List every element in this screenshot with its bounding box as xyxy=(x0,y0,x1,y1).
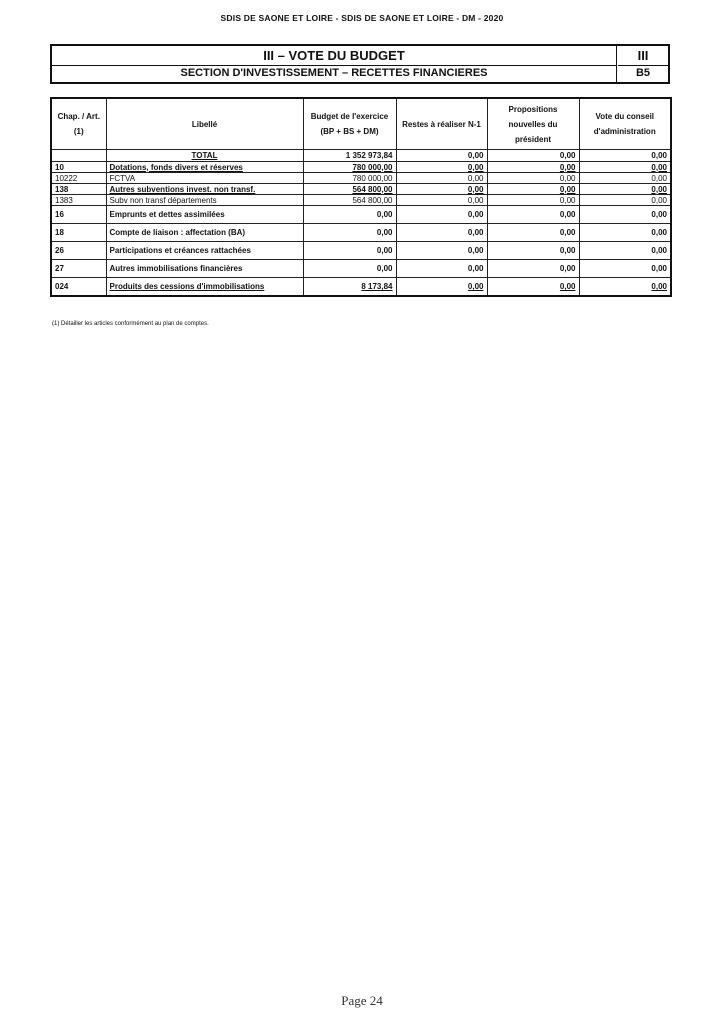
table-row xyxy=(51,184,671,195)
sheet-code: B5 xyxy=(635,67,651,79)
section-subtitle: SECTION D'INVESTISSEMENT – RECETTES FINANCIERES xyxy=(52,65,617,82)
cell-libelle: Emprunts et dettes assimilées xyxy=(106,206,303,224)
table-row-total xyxy=(51,150,671,162)
table-row xyxy=(51,173,671,184)
cell-vote: 0,00 xyxy=(579,184,671,195)
cell-libelle: Subv non transf départements xyxy=(106,195,303,206)
cell-propositions: 0,00 xyxy=(487,278,579,297)
col-header-libelle: Libellé xyxy=(106,98,303,150)
cell-budget: 1 352 973,84 xyxy=(303,150,396,162)
table-row xyxy=(51,206,671,224)
cell-restes: 0,00 xyxy=(396,260,487,278)
cell-propositions: 0,00 xyxy=(487,184,579,195)
cell-propositions: 0,00 xyxy=(487,162,579,173)
title-block xyxy=(50,44,670,84)
cell-budget: 564 800,00 xyxy=(303,184,396,195)
cell-budget: 8 173,84 xyxy=(303,278,396,297)
cell-libelle: Participations et créances rattachées xyxy=(106,242,303,260)
cell-libelle: Compte de liaison : affectation (BA) xyxy=(106,224,303,242)
cell-budget: 0,00 xyxy=(303,260,396,278)
cell-propositions: 0,00 xyxy=(487,242,579,260)
table-row xyxy=(51,162,671,173)
cell-chap: 138 xyxy=(51,184,106,195)
cell-restes: 0,00 xyxy=(396,195,487,206)
cell-restes: 0,00 xyxy=(396,184,487,195)
table-row xyxy=(51,242,671,260)
table-row xyxy=(51,278,671,297)
col-header-chap: Chap. / Art. (1) xyxy=(51,98,106,150)
cell-vote: 0,00 xyxy=(579,150,671,162)
page-title: III – VOTE DU BUDGET xyxy=(52,46,617,66)
col-header-propositions: Propositions nouvelles du président xyxy=(487,98,579,150)
cell-libelle: Autres immobilisations financières xyxy=(106,260,303,278)
cell-chap: 1383 xyxy=(51,195,106,206)
table-row xyxy=(51,224,671,242)
table-header-row xyxy=(51,98,671,150)
cell-chap: 16 xyxy=(51,206,106,224)
cell-chap: 18 xyxy=(51,224,106,242)
cell-chap: 024 xyxy=(51,278,106,297)
cell-restes: 0,00 xyxy=(396,173,487,184)
page-number: Page 24 xyxy=(341,993,383,1008)
col-header-restes: Restes à réaliser N-1 xyxy=(396,98,487,150)
cell-propositions: 0,00 xyxy=(487,150,579,162)
cell-chap xyxy=(51,150,106,162)
cell-restes: 0,00 xyxy=(396,150,487,162)
cell-restes: 0,00 xyxy=(396,206,487,224)
cell-libelle: Produits des cessions d'immobilisations xyxy=(106,278,303,297)
col-header-budget: Budget de l'exercice (BP + BS + DM) xyxy=(303,98,396,150)
cell-restes: 0,00 xyxy=(396,242,487,260)
cell-budget: 564 800,00 xyxy=(303,195,396,206)
cell-chap: 10 xyxy=(51,162,106,173)
col-header-vote: Vote du conseil d'administration xyxy=(579,98,671,150)
cell-libelle: FCTVA xyxy=(106,173,303,184)
cell-vote: 0,00 xyxy=(579,260,671,278)
cell-chap: 27 xyxy=(51,260,106,278)
cell-restes: 0,00 xyxy=(396,162,487,173)
cell-propositions: 0,00 xyxy=(487,173,579,184)
table-row xyxy=(51,260,671,278)
table-row xyxy=(51,195,671,206)
cell-budget: 780 000,00 xyxy=(303,173,396,184)
cell-restes: 0,00 xyxy=(396,278,487,297)
cell-libelle: Autres subventions invest. non transf. xyxy=(106,184,303,195)
cell-vote: 0,00 xyxy=(579,224,671,242)
cell-vote: 0,00 xyxy=(579,195,671,206)
cell-libelle: TOTAL xyxy=(106,150,303,162)
cell-propositions: 0,00 xyxy=(487,224,579,242)
cell-restes: 0,00 xyxy=(396,224,487,242)
cell-chap: 26 xyxy=(51,242,106,260)
budget-table xyxy=(50,97,672,297)
cell-vote: 0,00 xyxy=(579,242,671,260)
cell-vote: 0,00 xyxy=(579,173,671,184)
cell-budget: 0,00 xyxy=(303,242,396,260)
cell-libelle: Dotations, fonds divers et réserves xyxy=(106,162,303,173)
cell-propositions: 0,00 xyxy=(487,260,579,278)
cell-vote: 0,00 xyxy=(579,278,671,297)
cell-budget: 0,00 xyxy=(303,206,396,224)
cell-propositions: 0,00 xyxy=(487,206,579,224)
cell-chap: 10222 xyxy=(51,173,106,184)
footnote: (1) Détailler les articles conformément au plan de comptes. xyxy=(52,321,209,327)
cell-vote: 0,00 xyxy=(579,206,671,224)
section-code: III xyxy=(618,46,668,66)
cell-vote: 0,00 xyxy=(579,162,671,173)
cell-budget: 780 000,00 xyxy=(303,162,396,173)
cell-propositions: 0,00 xyxy=(487,195,579,206)
cell-budget: 0,00 xyxy=(303,224,396,242)
document-header: SDIS DE SAONE ET LOIRE - SDIS DE SAONE ET LOIRE - DM - 2020 xyxy=(220,13,504,23)
